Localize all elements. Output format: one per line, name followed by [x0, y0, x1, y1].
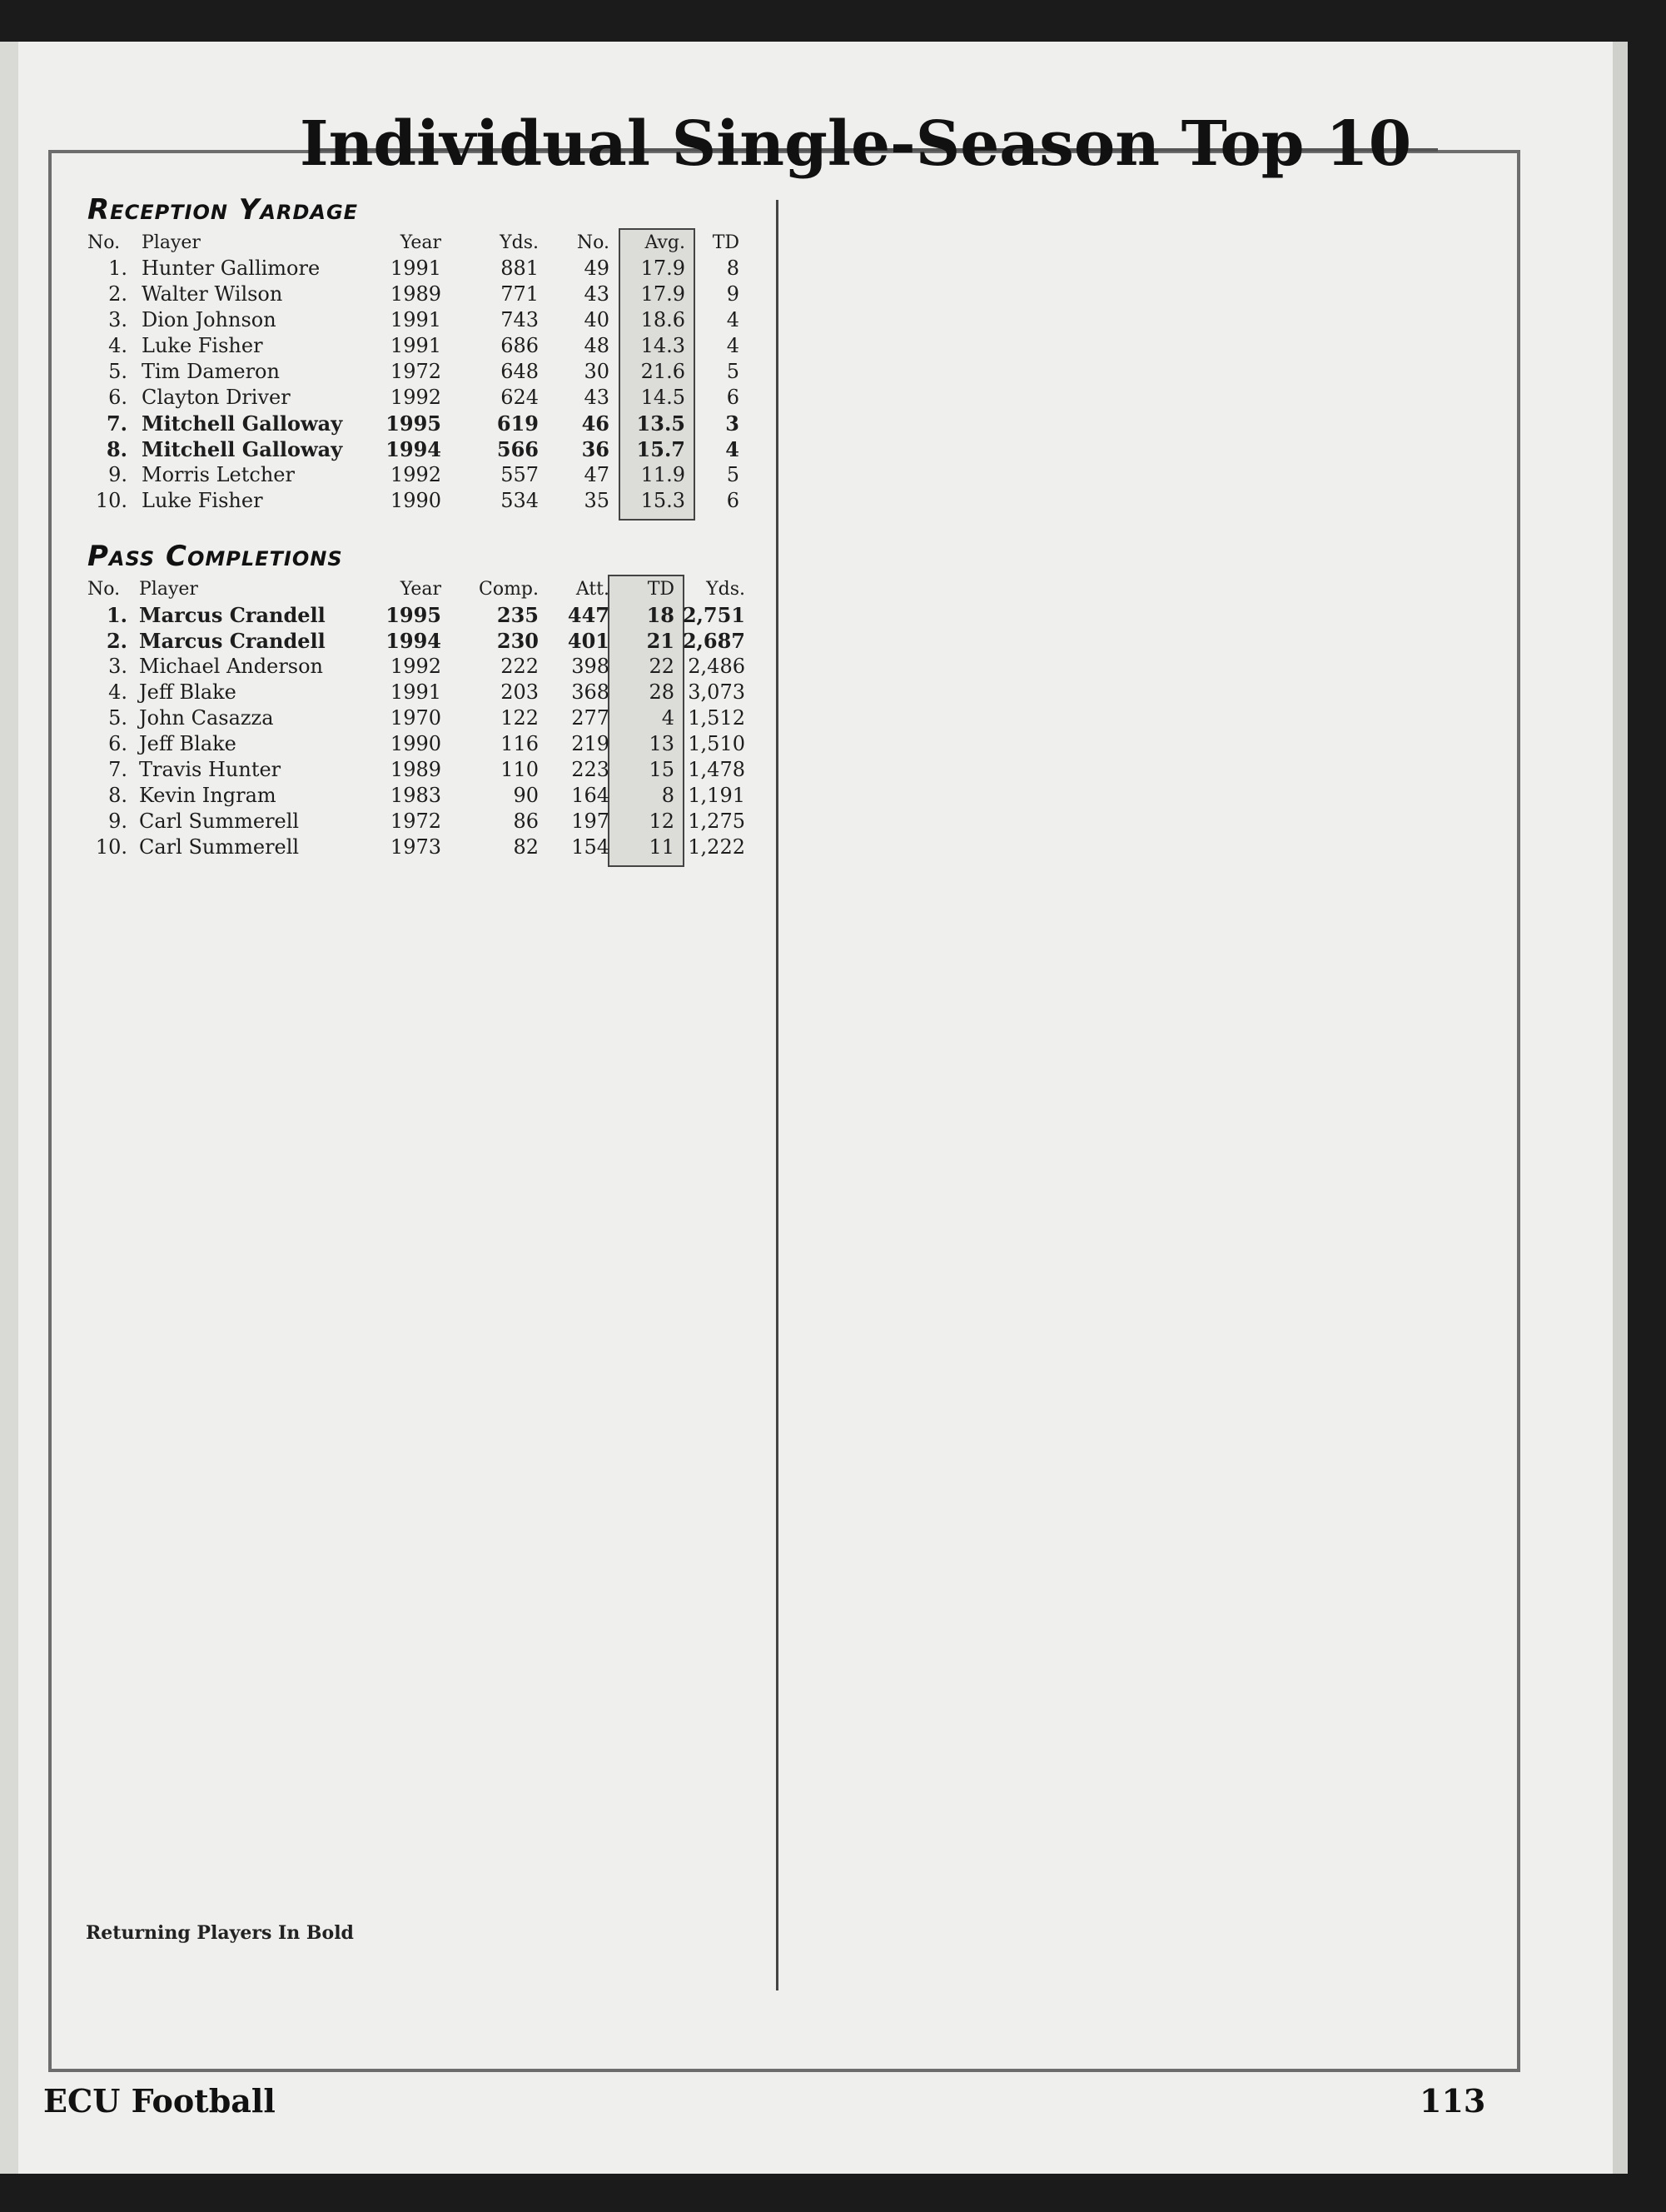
stat-cell: 1990 [390, 732, 441, 755]
table-row [87, 307, 770, 333]
stat-cell: 21.6 [640, 360, 685, 383]
table-row [87, 385, 770, 411]
table-row [87, 628, 770, 654]
column-header: No. [87, 232, 121, 253]
stat-cell: 743 [500, 308, 539, 331]
player-cell: Luke Fisher [142, 489, 263, 512]
stat-cell: 49 [584, 257, 609, 280]
player-cell: Tim Dameron [142, 360, 280, 383]
rank-cell: 4. [108, 334, 127, 357]
stat-cell: 15.7 [636, 437, 685, 461]
rank-cell: 5. [108, 360, 127, 383]
stat-cell: 2,486 [688, 655, 745, 678]
rank-cell: 7. [106, 411, 127, 436]
player-cell: Carl Summerell [139, 810, 300, 833]
stat-cell: 15.3 [640, 489, 685, 512]
stat-cell: 43 [584, 282, 609, 306]
stat-cell: 648 [500, 360, 539, 383]
column-header: Year [400, 579, 441, 600]
column-header: Avg. [644, 232, 685, 253]
stat-cell: 13 [649, 732, 674, 755]
stat-cell: 1992 [390, 386, 441, 409]
stat-cell: 1991 [390, 680, 441, 704]
stat-cell: 18 [646, 603, 674, 627]
column-header: TD [712, 232, 739, 253]
stat-cell: 21 [646, 629, 674, 653]
table-row [87, 333, 770, 359]
player-cell: Jeff Blake [139, 680, 236, 704]
stat-cell: 43 [584, 386, 609, 409]
player-cell: Michael Anderson [139, 655, 324, 678]
player-cell: Carl Summerell [139, 835, 300, 859]
stat-cell: 1992 [390, 463, 441, 486]
stat-cell: 219 [571, 732, 609, 755]
rank-cell: 3. [108, 308, 127, 331]
stat-cell: 82 [513, 835, 539, 859]
stat-cell: 557 [500, 463, 539, 486]
stat-cell: 22 [649, 655, 674, 678]
player-cell: Travis Hunter [139, 758, 281, 781]
section-title-text: Pass Completions [87, 540, 343, 573]
stat-cell: 1972 [390, 810, 441, 833]
stat-cell: 47 [584, 463, 609, 486]
stat-cell: 15 [649, 758, 674, 781]
table-row [87, 359, 770, 385]
stat-cell: 1,510 [688, 732, 745, 755]
stat-cell: 35 [584, 489, 609, 512]
table-row [87, 256, 770, 281]
player-cell: Morris Letcher [142, 463, 295, 486]
rank-cell: 3. [108, 655, 127, 678]
stat-cell: 9 [726, 282, 739, 306]
stat-cell: 230 [496, 629, 539, 653]
stat-cell: 881 [500, 257, 539, 280]
stat-cell: 1,275 [688, 810, 745, 833]
stat-cell: 17.9 [640, 257, 685, 280]
stat-cell: 686 [500, 334, 539, 357]
stat-cell: 8 [661, 784, 674, 807]
player-cell: Jeff Blake [139, 732, 236, 755]
stat-cell: 1995 [385, 411, 441, 436]
page-edge-shadow [1613, 42, 1628, 2174]
player-cell: Marcus Crandell [139, 603, 326, 627]
stat-cell: 1994 [385, 437, 441, 461]
stat-cell: 90 [513, 784, 539, 807]
stat-cell: 12 [649, 810, 674, 833]
table-row [87, 809, 770, 834]
rank-cell: 6. [108, 386, 127, 409]
rank-cell: 7. [108, 758, 127, 781]
rank-cell: 1. [106, 603, 127, 627]
stat-cell: 14.3 [640, 334, 685, 357]
stat-cell: 1994 [385, 629, 441, 653]
stat-cell: 1,478 [688, 758, 745, 781]
rank-cell: 4. [108, 680, 127, 704]
stat-cell: 4 [725, 437, 739, 461]
stat-cell: 3 [725, 411, 739, 436]
stat-cell: 5 [726, 463, 739, 486]
stat-cell: 1991 [390, 257, 441, 280]
stat-cell: 1983 [390, 784, 441, 807]
section-title-text: Reception Yardage [87, 193, 359, 227]
stat-cell: 566 [496, 437, 539, 461]
stat-cell: 122 [500, 706, 539, 730]
player-cell: Kevin Ingram [139, 784, 276, 807]
stat-cell: 4 [726, 334, 739, 357]
stat-cell: 11.9 [640, 463, 685, 486]
rank-cell: 10. [95, 489, 127, 512]
rank-cell: 8. [106, 437, 127, 461]
column-header: No. [87, 579, 121, 600]
stat-cell: 28 [649, 680, 674, 704]
stat-cell: 1,191 [688, 784, 745, 807]
stat-cell: 203 [500, 680, 539, 704]
section-reception-yardage [87, 193, 770, 514]
stat-cell: 1972 [390, 360, 441, 383]
stats-table [87, 230, 770, 514]
player-cell: Hunter Gallimore [142, 257, 321, 280]
stat-cell: 1991 [390, 334, 441, 357]
stat-cell: 86 [513, 810, 539, 833]
player-cell: Mitchell Galloway [142, 437, 343, 461]
stat-cell: 30 [584, 360, 609, 383]
stat-cell: 36 [581, 437, 609, 461]
stat-cell: 401 [567, 629, 609, 653]
page-number: 113 [1420, 2082, 1486, 2120]
stat-cell: 197 [571, 810, 609, 833]
stat-cell: 223 [571, 758, 609, 781]
table-row [87, 834, 770, 860]
table-row [87, 757, 770, 783]
column-divider [776, 200, 778, 1990]
stats-table [87, 576, 770, 860]
stat-cell: 1991 [390, 308, 441, 331]
returning-players-note: Returning Players In Bold [86, 1922, 354, 1944]
table-row [87, 488, 770, 514]
table-row [87, 436, 770, 462]
stat-cell: 164 [571, 784, 609, 807]
stat-cell: 46 [581, 411, 609, 436]
rank-cell: 1. [108, 257, 127, 280]
table-row [87, 705, 770, 731]
stat-cell: 14.5 [640, 386, 685, 409]
column-header: TD [647, 579, 674, 600]
stat-cell: 235 [496, 603, 539, 627]
column-header: Yds. [500, 232, 539, 253]
stat-cell: 4 [726, 308, 739, 331]
column-header: Att. [575, 579, 609, 600]
stat-cell: 447 [567, 603, 609, 627]
page-title: Individual Single-Season Top 10 [300, 108, 1412, 180]
stat-cell: 2,687 [682, 629, 745, 653]
stat-cell: 1989 [390, 758, 441, 781]
stat-cell: 13.5 [636, 411, 685, 436]
player-cell: Walter Wilson [142, 282, 283, 306]
column-header: Yds. [706, 579, 745, 600]
stat-cell: 18.6 [640, 308, 685, 331]
stat-cell: 1990 [390, 489, 441, 512]
stat-cell: 534 [500, 489, 539, 512]
stat-cell: 1970 [390, 706, 441, 730]
stat-cell: 1,512 [688, 706, 745, 730]
stat-cell: 17.9 [640, 282, 685, 306]
stat-cell: 40 [584, 308, 609, 331]
table-header [87, 576, 770, 602]
column-header: Player [142, 232, 201, 253]
rank-cell: 9. [108, 463, 127, 486]
rank-cell: 2. [108, 282, 127, 306]
column-header: Year [400, 232, 441, 253]
stat-cell: 1973 [390, 835, 441, 859]
stat-cell: 277 [571, 706, 609, 730]
table-row [87, 602, 770, 628]
stat-cell: 116 [500, 732, 539, 755]
stat-cell: 222 [500, 655, 539, 678]
section-title [87, 540, 770, 573]
player-cell: Dion Johnson [142, 308, 276, 331]
stat-cell: 771 [500, 282, 539, 306]
table-row [87, 281, 770, 307]
rank-cell: 2. [106, 629, 127, 653]
rank-cell: 5. [108, 706, 127, 730]
stat-cell: 110 [500, 758, 539, 781]
stat-cell: 624 [500, 386, 539, 409]
table-row [87, 411, 770, 436]
rank-cell: 6. [108, 732, 127, 755]
column-header: Player [139, 579, 198, 600]
player-cell: Mitchell Galloway [142, 411, 343, 436]
stat-cell: 154 [571, 835, 609, 859]
stat-cell: 398 [571, 655, 609, 678]
player-cell: Luke Fisher [142, 334, 263, 357]
stat-cell: 5 [726, 360, 739, 383]
footer-publication: ECU Football [43, 2082, 276, 2120]
table-row [87, 654, 770, 680]
rank-cell: 9. [108, 810, 127, 833]
stat-cell: 1,222 [688, 835, 745, 859]
table-row [87, 680, 770, 705]
stat-cell: 11 [649, 835, 674, 859]
stat-cell: 368 [571, 680, 609, 704]
rank-cell: 10. [95, 835, 127, 859]
stat-cell: 1989 [390, 282, 441, 306]
stat-cell: 3,073 [688, 680, 745, 704]
stat-cell: 619 [496, 411, 539, 436]
table-header [87, 230, 770, 256]
table-row [87, 462, 770, 488]
column-header: Comp. [478, 579, 539, 600]
player-cell: Marcus Crandell [139, 629, 326, 653]
stat-cell: 2,751 [682, 603, 745, 627]
table-row [87, 783, 770, 809]
column-header: No. [576, 232, 609, 253]
stat-cell: 6 [726, 489, 739, 512]
stat-cell: 1995 [385, 603, 441, 627]
section-title [87, 193, 770, 227]
player-cell: John Casazza [139, 706, 274, 730]
stat-cell: 4 [661, 706, 674, 730]
player-cell: Clayton Driver [142, 386, 291, 409]
rank-cell: 8. [108, 784, 127, 807]
section-pass-completions [87, 540, 770, 860]
stat-cell: 6 [726, 386, 739, 409]
adjacent-page-edge [0, 42, 18, 2174]
table-row [87, 731, 770, 757]
stat-cell: 1992 [390, 655, 441, 678]
stat-cell: 48 [584, 334, 609, 357]
stat-cell: 8 [726, 257, 739, 280]
